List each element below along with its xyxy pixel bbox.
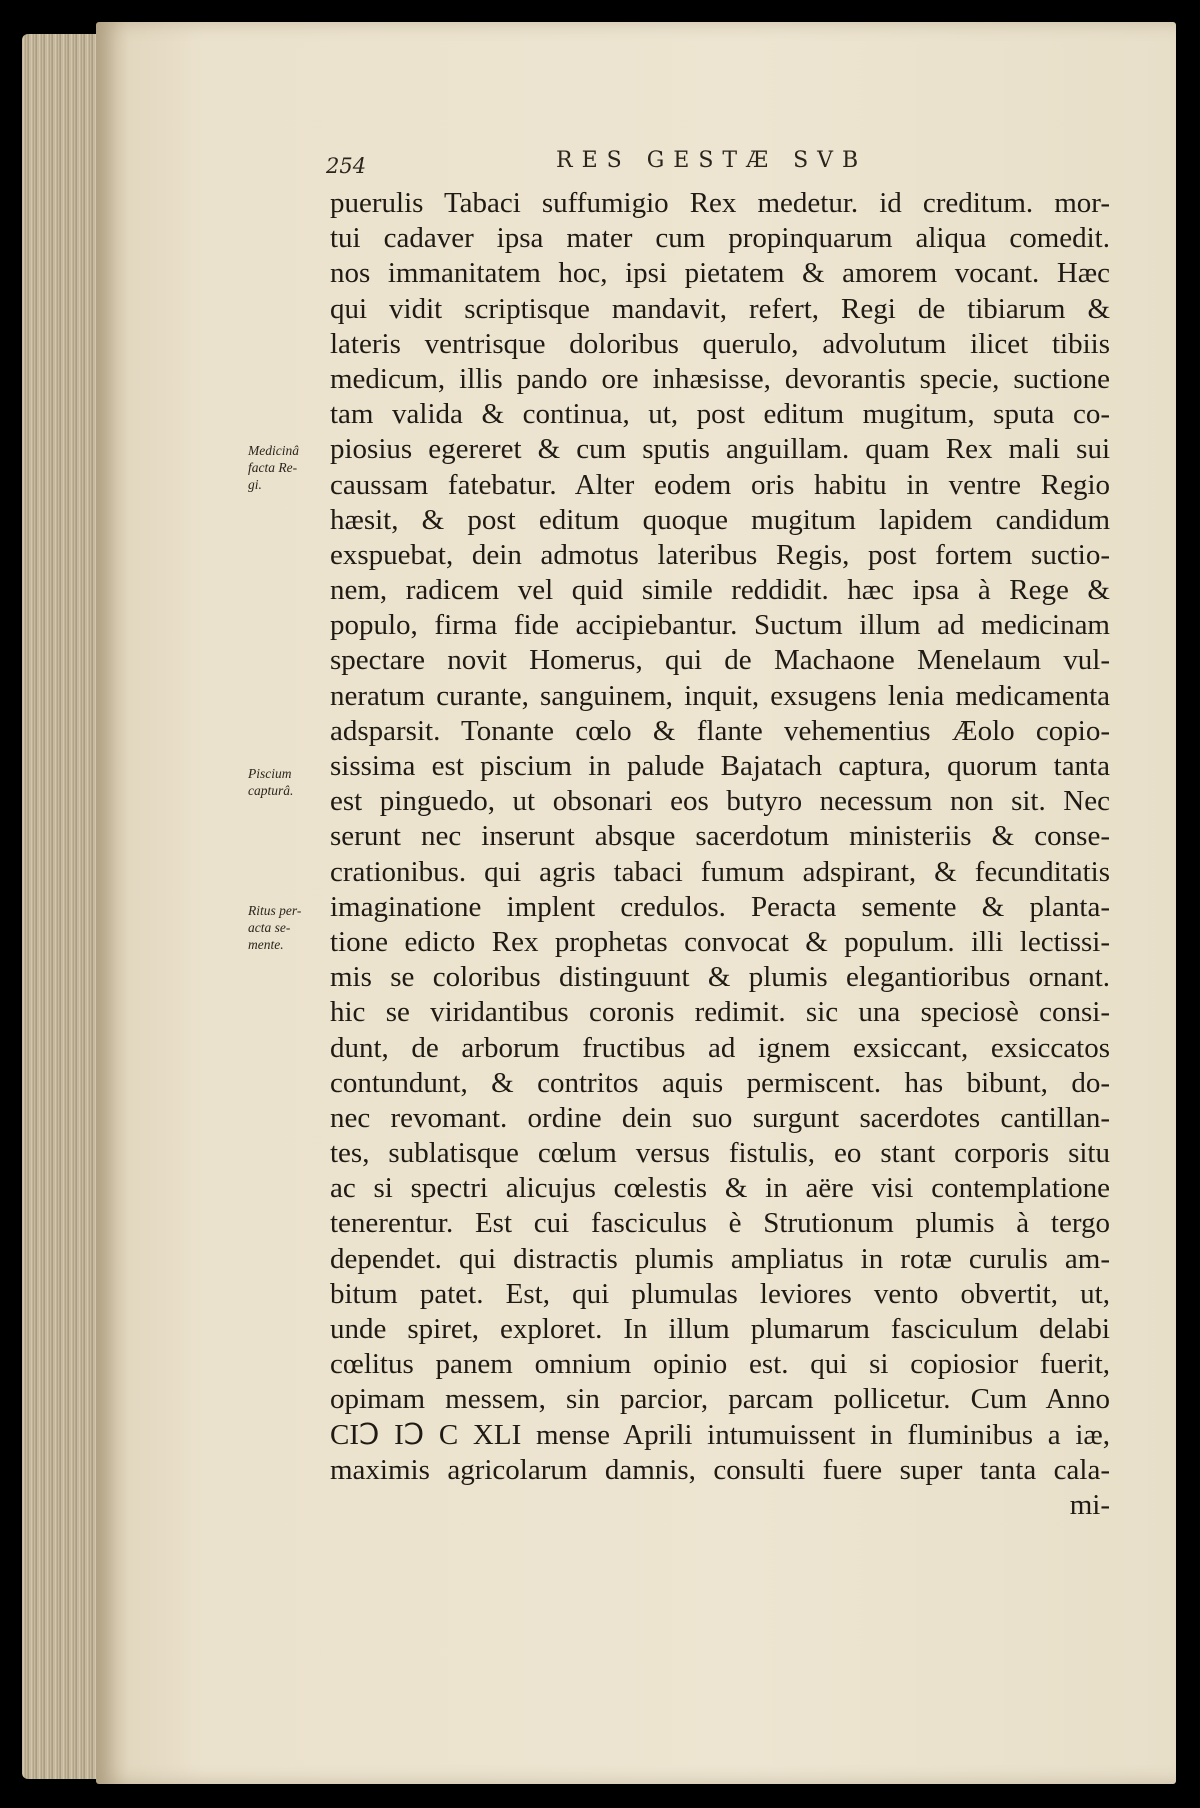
- text-line: ac si spectri alicujus cœlestis & in aëre visi contemplatione: [330, 1172, 1110, 1205]
- text-line: tam valida & continua, ut, post editum mugitum, sputa co-: [330, 398, 1110, 431]
- text-line: mis se coloribus distinguunt & plumis elegantioribus ornant.: [330, 961, 1110, 994]
- text-line: puerulis Tabaci suffumigio Rex medetur. id creditum. mor-: [330, 187, 1110, 219]
- text-line: crationibus. qui agris tabaci fumum adspirant, & fecunditatis: [330, 855, 1110, 888]
- text-line: nos immanitatem hoc, ipsi pietatem & amorem vocant. Hæc: [330, 257, 1110, 290]
- text-line: CIↃ IↃ C XLI mense Aprili intumuissent in fluminibus a iæ,: [330, 1418, 1110, 1451]
- text-line: tione edicto Rex prophetas convocat & populum. illi lectissi-: [330, 925, 1110, 958]
- text-line: populo, firma fide accipiebantur. Suctum illum ad medicinam: [330, 609, 1110, 642]
- text-line: est pinguedo, ut obsonari eos butyro necessum non sit. Nec: [330, 785, 1110, 818]
- margin-note-line: Ritus per-: [248, 903, 302, 918]
- text-line: opimam messem, sin parcior, parcam pollicetur. Cum Anno: [330, 1383, 1110, 1416]
- text-line: lateris ventrisque doloribus querulo, advolutum ilicet tibiis: [330, 327, 1110, 360]
- text-line: unde spiret, exploret. In illum plumarum fasciculum delabi: [330, 1313, 1110, 1345]
- text-line: hæsit, & post editum quoque mugitum lapidem candidum: [330, 503, 1110, 536]
- margin-note-line: mente.: [248, 937, 284, 952]
- text-line: dependet. qui distractis plumis ampliatus in rotæ curulis am-: [330, 1242, 1110, 1275]
- text-line: nem, radicem vel quid simile reddidit. hæc ipsa à Rege &: [330, 574, 1110, 607]
- margin-note-line: capturâ.: [248, 783, 294, 798]
- text-line: neratum curante, sanguinem, inquit, exsugens lenia medicamenta: [330, 679, 1110, 712]
- margin-note-medicina: [248, 442, 318, 493]
- margin-note-ritus: [248, 902, 318, 953]
- text-line: sissima est piscium in palude Bajatach captura, quorum tanta: [330, 750, 1110, 782]
- text-line: hic se viridantibus coronis redimit. sic una speciosè consi-: [330, 996, 1110, 1029]
- text-line: maximis agricolarum damnis, consulti fuere super tanta cala-: [330, 1453, 1110, 1486]
- text-line: piosius egereret & cum sputis anguillam. quam Rex mali sui: [330, 433, 1110, 466]
- text-line: caussam fatebatur. Alter eodem oris habitu in ventre Regio: [330, 468, 1110, 501]
- margin-note-piscium: [248, 765, 318, 799]
- text-line: tui cadaver ipsa mater cum propinquarum aliqua comedit.: [330, 222, 1110, 255]
- text-line: mi-: [1069, 1488, 1110, 1521]
- text-line: dunt, de arborum fructibus ad ignem exsiccant, exsiccatos: [330, 1031, 1110, 1064]
- margin-note-line: Piscium: [248, 766, 292, 781]
- text-line: tenerentur. Est cui fasciculus è Strutionum plumis à tergo: [330, 1207, 1110, 1240]
- text-line: contundunt, & contritos aquis permiscent. has bibunt, do-: [330, 1066, 1110, 1099]
- margin-note-line: gi.: [248, 477, 262, 492]
- margin-note-line: Medicinâ: [248, 443, 299, 458]
- text-line: medicum, illis pando ore inhæsisse, devorantis specie, suctione: [330, 362, 1110, 395]
- page-number: 254: [326, 154, 367, 178]
- text-line: exspuebat, dein admotus lateribus Regis, post fortem suctio-: [330, 538, 1110, 571]
- page-header: [326, 144, 1106, 184]
- text-line: serunt nec inserunt absque sacerdotum ministeriis & conse-: [330, 820, 1110, 853]
- text-line: nec revomant. ordine dein suo surgunt sacerdotes cantillan-: [330, 1101, 1110, 1134]
- text-line: imaginatione implent credulos. Peracta semente & planta-: [330, 890, 1110, 923]
- text-line: tes, sublatisque cœlum versus fistulis, eo stant corporis situ: [330, 1137, 1110, 1170]
- running-head: RES GESTÆ SVB: [556, 148, 868, 173]
- margin-note-line: facta Re-: [248, 460, 298, 475]
- body-text: [330, 186, 1110, 1523]
- text-line: spectare novit Homerus, qui de Machaone Menelaum vul-: [330, 644, 1110, 677]
- margin-note-line: acta se-: [248, 920, 291, 935]
- text-line: cœlitus panem omnium opinio est. qui si copiosior fuerit,: [330, 1348, 1110, 1381]
- text-line: qui vidit scriptisque mandavit, refert, Regi de tibiarum &: [330, 292, 1110, 325]
- text-line: adsparsit. Tonante cœlo & flante vehementius Æolo copio-: [330, 714, 1110, 747]
- text-line: bitum patet. Est, qui plumulas leviores vento obvertit, ut,: [330, 1277, 1110, 1310]
